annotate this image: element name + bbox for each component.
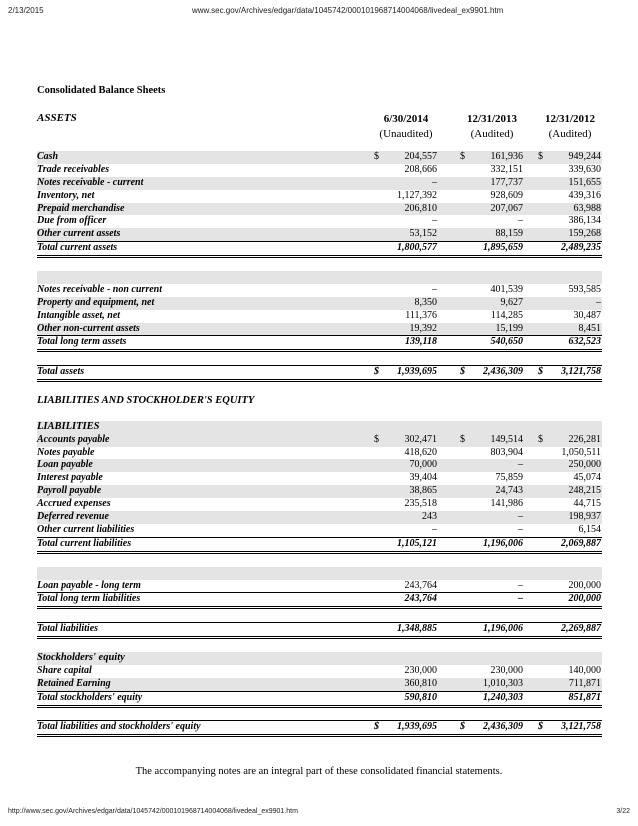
row-label: Due from officer xyxy=(37,215,107,227)
spacer-row xyxy=(37,609,602,622)
cell-value: 24,743 xyxy=(495,485,523,497)
cell-value: 8,451 xyxy=(578,322,601,334)
row-label: Other current assets xyxy=(37,228,121,240)
cell-value: 593,585 xyxy=(568,283,601,295)
cell-value: 418,620 xyxy=(404,446,437,458)
cell-value: 230,000 xyxy=(404,664,437,676)
cell-value: 30,487 xyxy=(573,309,601,321)
row-label: Accrued expenses xyxy=(37,498,111,510)
cell-value: – xyxy=(518,593,523,605)
spacer-row xyxy=(37,271,602,284)
currency-symbol: $ xyxy=(538,366,543,378)
column-2012 xyxy=(531,112,609,142)
currency-symbol: $ xyxy=(460,721,465,733)
row-label: Other non-current assets xyxy=(37,322,140,334)
row-label: Notes payable xyxy=(37,446,95,458)
row-label: Trade receivables xyxy=(37,163,110,175)
cell-value: 9,627 xyxy=(500,296,523,308)
cell-value: 208,666 xyxy=(404,163,437,175)
browser-print-footer xyxy=(8,808,630,820)
cell-value: 88,159 xyxy=(495,228,523,240)
table-row xyxy=(37,459,602,472)
spacer-row xyxy=(37,258,602,271)
total-row xyxy=(37,622,602,639)
cell-value: 2,436,309 xyxy=(483,721,523,733)
cell-value: 198,937 xyxy=(568,511,601,523)
table-row xyxy=(37,485,602,498)
table-row xyxy=(37,310,602,323)
row-label: Loan payable - long term xyxy=(37,579,141,591)
cell-value: 243,764 xyxy=(404,579,437,591)
cell-value: 590,810 xyxy=(404,691,437,703)
cell-value: 38,865 xyxy=(409,485,437,497)
currency-symbol: $ xyxy=(460,433,465,445)
currency-symbol: $ xyxy=(460,366,465,378)
table-row xyxy=(37,678,602,691)
cell-value: – xyxy=(432,523,437,535)
table-row xyxy=(37,472,602,485)
cell-value: 339,630 xyxy=(568,163,601,175)
cell-value: 44,715 xyxy=(573,498,601,510)
assets-heading: ASSETS xyxy=(37,112,77,124)
row-label: Total liabilities and stockholders' equity xyxy=(37,721,201,733)
column-headers xyxy=(37,112,602,146)
cell-value: 949,244 xyxy=(568,151,601,162)
cell-value: 200,000 xyxy=(568,579,601,591)
section-heading xyxy=(37,395,602,408)
cell-value: 8,350 xyxy=(414,296,437,308)
spacer-row xyxy=(37,554,602,567)
currency-symbol: $ xyxy=(538,151,543,162)
cell-value: 6,154 xyxy=(578,523,601,535)
cell-value: 2,269,887 xyxy=(561,623,601,635)
print-url: www.sec.gov/Archives/edgar/data/1045742/000101968714004068/livedeal_ex9901.htm xyxy=(192,6,504,15)
cell-value: 161,936 xyxy=(490,151,523,162)
cell-value: 401,539 xyxy=(490,283,523,295)
cell-value: 53,152 xyxy=(409,228,437,240)
column-2014 xyxy=(367,112,445,142)
cell-value: 1,196,006 xyxy=(483,537,523,549)
table-row xyxy=(37,177,602,190)
spacer-row xyxy=(37,408,602,421)
total-row xyxy=(37,537,602,554)
cell-value: – xyxy=(596,296,601,308)
cell-value: – xyxy=(518,215,523,227)
balance-sheet-table xyxy=(37,151,602,737)
cell-value: 1,939,695 xyxy=(397,721,437,733)
currency-symbol: $ xyxy=(538,433,543,445)
row-label: Total liabilities xyxy=(37,623,99,635)
cell-value: 1,196,006 xyxy=(483,623,523,635)
table-row xyxy=(37,580,602,593)
column-date: 12/31/2012 xyxy=(544,113,596,125)
cell-value: 3,121,758 xyxy=(561,721,601,733)
cell-value: 632,523 xyxy=(568,336,601,348)
page-title: Consolidated Balance Sheets xyxy=(37,85,166,96)
cell-value: 226,281 xyxy=(568,433,601,445)
cell-value: 39,404 xyxy=(409,472,437,484)
footnote: The accompanying notes are an integral part of these consolidated financial statements. xyxy=(135,766,503,777)
row-label: Total current assets xyxy=(37,242,118,254)
cell-value: 75,859 xyxy=(495,472,523,484)
cell-value: 1,895,659 xyxy=(483,242,523,254)
row-label: LIABILITIES AND STOCKHOLDER'S EQUITY xyxy=(37,395,255,407)
currency-symbol: $ xyxy=(374,721,379,733)
cell-value: 1,127,392 xyxy=(397,189,437,201)
row-label: Other current liabilities xyxy=(37,523,135,535)
row-label: Total current liabilities xyxy=(37,537,132,549)
cell-value: 70,000 xyxy=(409,459,437,471)
column-note: (Audited) xyxy=(470,128,514,140)
total-row xyxy=(37,335,602,352)
cell-value: 540,650 xyxy=(490,336,523,348)
table-row xyxy=(37,151,602,164)
cell-value: 1,348,885 xyxy=(397,623,437,635)
currency-symbol: $ xyxy=(374,151,379,162)
cell-value: 206,810 xyxy=(404,202,437,214)
row-label: LIABILITIES xyxy=(37,420,100,432)
table-row xyxy=(37,284,602,297)
row-label: Total stockholders' equity xyxy=(37,691,143,703)
row-label: Inventory, net xyxy=(37,189,95,201)
cell-value: – xyxy=(518,579,523,591)
row-label: Total long term liabilities xyxy=(37,593,141,605)
spacer-row xyxy=(37,567,602,580)
cell-value: 248,215 xyxy=(568,485,601,497)
cell-value: 114,285 xyxy=(490,309,523,321)
row-label: Prepaid merchandise xyxy=(37,202,125,214)
cell-value: 159,268 xyxy=(568,228,601,240)
footer-url: http://www.sec.gov/Archives/edgar/data/1045742/000101968714004068/livedeal_ex9901.htm xyxy=(8,808,298,815)
row-label: Intangible asset, net xyxy=(37,309,121,321)
row-label: Interest payable xyxy=(37,472,103,484)
row-label: Retained Earning xyxy=(37,677,111,689)
row-label: Stockholders' equity xyxy=(37,651,125,663)
cell-value: 19,392 xyxy=(409,322,437,334)
cell-value: 139,118 xyxy=(405,336,437,348)
cell-value: 1,240,303 xyxy=(483,691,523,703)
cell-value: 1,010,303 xyxy=(483,677,523,689)
cell-value: 1,800,577 xyxy=(397,242,437,254)
table-row xyxy=(37,434,602,447)
column-2013 xyxy=(453,112,531,142)
cell-value: 803,904 xyxy=(490,446,523,458)
page-number: 3/22 xyxy=(616,808,630,815)
currency-symbol: $ xyxy=(538,721,543,733)
total-row xyxy=(37,592,602,609)
cell-value: 2,069,887 xyxy=(561,537,601,549)
table-row xyxy=(37,164,602,177)
cell-value: 332,151 xyxy=(490,163,523,175)
currency-symbol: $ xyxy=(460,151,465,162)
table-row xyxy=(37,190,602,203)
total-row xyxy=(37,720,602,737)
cell-value: 2,489,235 xyxy=(561,242,601,254)
table-row xyxy=(37,665,602,678)
currency-symbol: $ xyxy=(374,433,379,445)
cell-value: 1,050,511 xyxy=(561,446,601,458)
total-row xyxy=(37,691,602,708)
cell-value: 63,988 xyxy=(573,202,601,214)
table-row xyxy=(37,323,602,336)
cell-value: 928,609 xyxy=(490,189,523,201)
cell-value: 141,986 xyxy=(490,498,523,510)
cell-value: 1,939,695 xyxy=(397,366,437,378)
cell-value: 243,764 xyxy=(404,593,437,605)
browser-print-header xyxy=(8,6,630,20)
cell-value: – xyxy=(518,511,523,523)
row-label: Accounts payable xyxy=(37,433,110,445)
row-label: Notes receivable - non current xyxy=(37,283,162,295)
row-label: Share capital xyxy=(37,664,92,676)
row-label: Property and equipment, net xyxy=(37,296,155,308)
row-label: Cash xyxy=(37,151,59,162)
cell-value: 1,105,121 xyxy=(397,537,437,549)
row-label: Deferred revenue xyxy=(37,511,109,523)
cell-value: 151,655 xyxy=(568,176,601,188)
cell-value: 3,121,758 xyxy=(561,366,601,378)
section-heading xyxy=(37,421,602,434)
table-row xyxy=(37,447,602,460)
cell-value: – xyxy=(432,176,437,188)
cell-value: 230,000 xyxy=(490,664,523,676)
row-label: Total assets xyxy=(37,366,85,378)
currency-symbol: $ xyxy=(374,366,379,378)
cell-value: 360,810 xyxy=(404,677,437,689)
column-date: 6/30/2014 xyxy=(383,113,429,125)
table-row xyxy=(37,215,602,228)
column-date: 12/31/2013 xyxy=(466,113,518,125)
spacer-row xyxy=(37,639,602,652)
cell-value: – xyxy=(518,459,523,471)
total-row xyxy=(37,241,602,258)
cell-value: 243 xyxy=(422,511,437,523)
cell-value: 140,000 xyxy=(568,664,601,676)
table-row xyxy=(37,203,602,216)
print-date: 2/13/2015 xyxy=(8,6,44,15)
cell-value: 386,134 xyxy=(568,215,601,227)
table-row xyxy=(37,498,602,511)
table-row xyxy=(37,524,602,537)
cell-value: 711,871 xyxy=(568,677,601,689)
total-row xyxy=(37,365,602,382)
table-row xyxy=(37,297,602,310)
row-label: Loan payable xyxy=(37,459,93,471)
cell-value: 235,518 xyxy=(404,498,437,510)
table-row xyxy=(37,511,602,524)
column-note: (Audited) xyxy=(548,128,592,140)
spacer-row xyxy=(37,708,602,721)
cell-value: 207,067 xyxy=(490,202,523,214)
cell-value: 2,436,309 xyxy=(483,366,523,378)
cell-value: 45,074 xyxy=(573,472,601,484)
cell-value: 177,737 xyxy=(490,176,523,188)
row-label: Notes receivable - current xyxy=(37,176,144,188)
cell-value: 200,000 xyxy=(568,593,601,605)
cell-value: 149,514 xyxy=(490,433,523,445)
column-note: (Unaudited) xyxy=(379,128,433,140)
section-heading xyxy=(37,652,602,665)
row-label: Payroll payable xyxy=(37,485,102,497)
row-label: Total long term assets xyxy=(37,336,127,348)
table-row xyxy=(37,228,602,241)
cell-value: 851,871 xyxy=(568,691,601,703)
cell-value: 302,471 xyxy=(404,433,437,445)
cell-value: – xyxy=(432,283,437,295)
spacer-row xyxy=(37,352,602,365)
cell-value: 15,199 xyxy=(495,322,523,334)
cell-value: 111,376 xyxy=(405,309,437,321)
cell-value: 250,000 xyxy=(568,459,601,471)
cell-value: – xyxy=(518,523,523,535)
spacer-row xyxy=(37,382,602,395)
cell-value: 204,557 xyxy=(404,151,437,162)
cell-value: – xyxy=(432,215,437,227)
cell-value: 439,316 xyxy=(568,189,601,201)
